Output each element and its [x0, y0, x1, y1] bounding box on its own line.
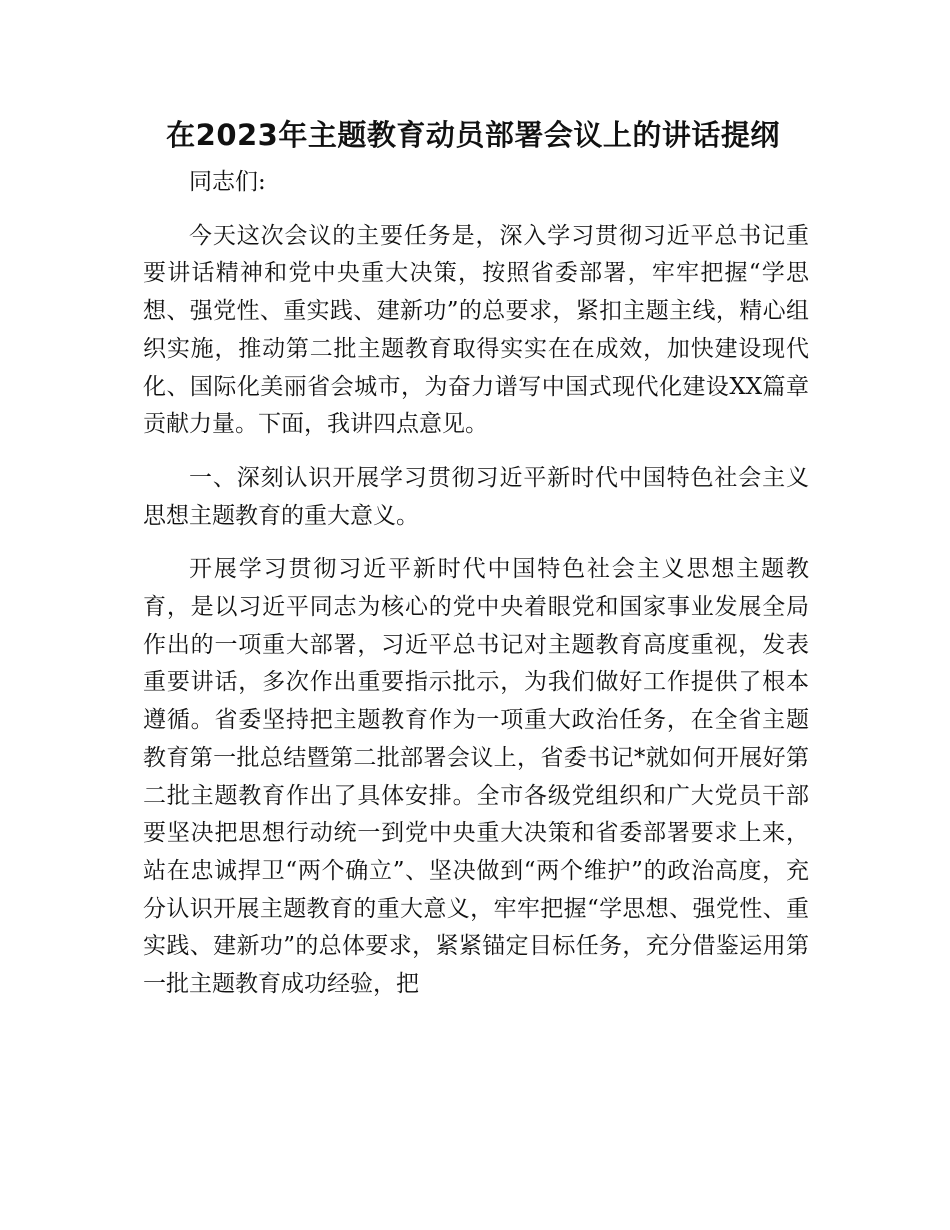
document-title: 在2023年主题教育动员部署会议上的讲话提纲 — [166, 118, 780, 152]
document-page — [143, 110, 809, 1004]
paragraph-body: 开展学习贯彻习近平新时代中国特色社会主义思想主题教育，是以习近平同志为核心的党中央着眼党和国家事业发展全局作出的一项重大部署，习近平总书记对主题教育高度重视，发表重要讲话，多次作出重要指示批示，为我们做好工作提供了根本遵循。省委坚持把主题教育作为一项重大政治任务，在全省主题教育第一批总结暨第二批部署会议上，省委书记*就如何开展好第二批主题教育作出了具体安排。全市各级党组织和广大党员干部要坚决把思想行动统一到党中央重大决策和省委部署要求上来，站在忠诚捍卫“两个确立”、坚决做到“两个维护”的政治高度，充分认识开展主题教育的重大意义，牢牢把握“学思想、强党性、重实践、建新功”的总体要求，紧紧锚定目标任务，充分借鉴运用第一批主题教育成功经验，把 — [143, 556, 809, 998]
salutation: 同志们: — [189, 169, 266, 195]
paragraph-intro: 今天这次会议的主要任务是，深入学习贯彻习近平总书记重要讲话精神和党中央重大决策，按照省委部署，牢牢把握“学思想、强党性、重实践、建新功”的总要求，紧扣主题主线，精心组织实施，推动第二批主题教育取得实实在在成效，加快建设现代化、国际化美丽省会城市，为奋力谱写中国式现代化建设XX篇章贡献力量。下面，我讲四点意见。 — [143, 222, 809, 438]
section-heading-1: 一、深刻认识开展学习贯彻习近平新时代中国特色社会主义思想主题教育的重大意义。 — [143, 464, 809, 529]
